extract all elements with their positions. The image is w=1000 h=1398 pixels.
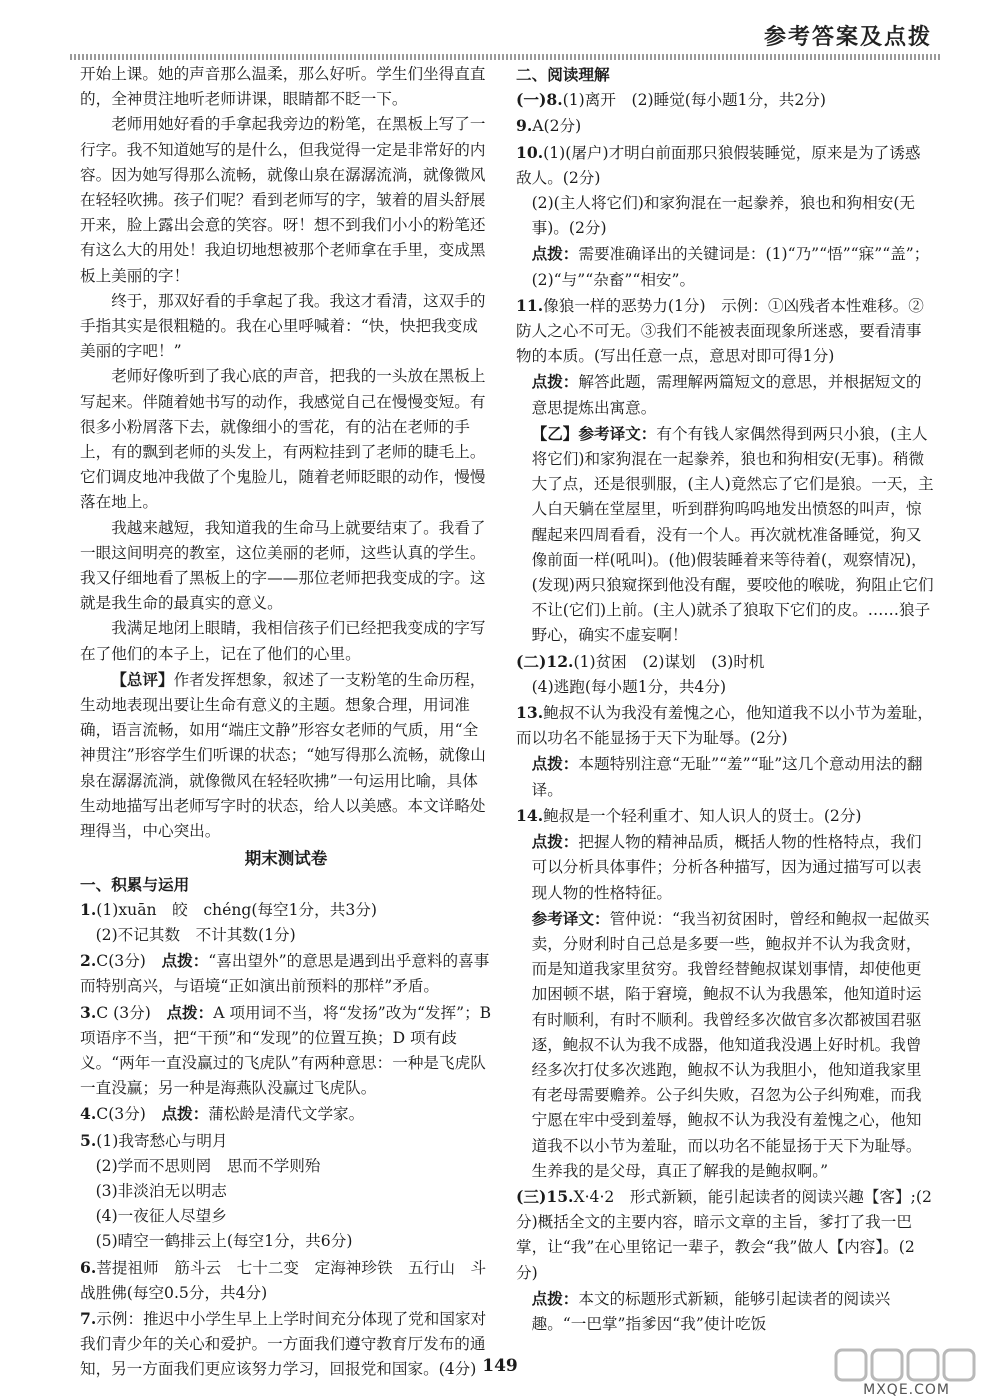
translation-paragraph: 【乙】参考译文：有个有钱人家偶然得到两只小狼，(主人将它们)和家狗混在一起豢养，狼也和狗相安(无事)。稍微大了点，还是很驯服，(主人)竟然忘了它们是狼。一天，主人白天躺在堂屋里，听到群狗呜呜地发出愤怒的叫声，惊醒起来四周看看，没有一个人。再次就枕准备睡觉，狗又像前面一样(吼叫)。(他)假装睡着来等待着(，观察情况)，(发现)两只狼窥探到他没有醒，要咬他的喉咙，狗阻止它们不让(它们)上前。(主人)就杀了狼取下它们的皮。……狼子野心，确实不虚妄啊！ [531, 423, 934, 645]
answer-item: 13.鲍叔不认为我没有羞愧之心，他知道我不以小节为羞耻，而以功名不能显扬于天下为耻辱。(2分) [516, 703, 933, 748]
answer-item: 9.A(2分) [516, 116, 582, 136]
section-heading: 一、积累与运用 [80, 874, 190, 894]
essay-paragraph: 我满足地闭上眼睛，我相信孩子们已经把我变成的字写在了他们的本子上，记在了他们的心里。 [80, 619, 486, 663]
right-column [516, 62, 934, 1337]
tip-paragraph: 点拨：把握人物的精神品质，概括人物的性格特点，我们可以分析具体事件；分析各种描写，因为通过描写可以表现人物的性格特征。 [531, 832, 922, 902]
answer-item: 7.示例：推迟中小学生早上上学时间充分体现了党和国家对我们青少年的关心和爱护。一方面我们遵守教育厅发布的通知，另一方面我们更应该努力学习，回报党和国家。(4分) [80, 1308, 487, 1379]
answer-sub: (3)非淡泊无以明志 [95, 1181, 227, 1200]
answer-item: 2.C(3分) 点拨：“喜出望外”的意思是遇到出乎意料的喜事而特别高兴，与语境“正如演出前预料的那样”矛盾。 [80, 951, 490, 996]
essay-paragraph: 开始上课。她的声音那么温柔，那么好听。学生们坐得直直的，全神贯注地听老师讲课，眼睛都不眨一下。 [80, 65, 486, 109]
answer-sub: (2)不记其数 不计其数(1分) [95, 925, 296, 944]
answer-item: (三)15.X·4·2 形式新颖，能引起读者的阅读兴趣【客】;(2分)概括全文的主要内容，暗示文章的主旨，爹打了我一巴掌，让“我”在心里铭记一辈子，教会“我”做人【内容】。(2分) [516, 1186, 932, 1282]
translation-paragraph: 参考译文：管仲说：“我当初贫困时，曾经和鲍叔一起做买卖，分财利时自己总是多要一些，鲍叔并不认为我贪财，而是知道我家里贫穷。我曾经替鲍叔谋划事情，却使他更加困顿不堪，陷于窘境，鲍叔不认为我愚笨，他知道时运有时顺利，有时不顺利。我曾经多次做官多次都被国君驱逐，鲍叔不认为我不成器，他知道我没遇上好时机。我曾经多次打仗多次逃跑，鲍叔不认为我胆小，他知道我家里有老母需要赡养。公子纠失败，召忽为公子纠殉难，而我宁愿在牢中受到羞辱，鲍叔不认为我没有羞愧之心，他知道我不以小节为羞耻，而以功名不能显扬于天下为耻辱。生养我的是父母，真正了解我的是鲍叔啊。” [531, 908, 930, 1180]
tip-paragraph: 点拨：本题特别注意“无耻”“羞”“耻”这几个意动用法的翻译。 [531, 754, 923, 799]
answer-item: (一)8.(1)离开 (2)睡觉(每小题1分，共2分) [516, 90, 826, 110]
essay-paragraph: 我越来越短，我知道我的生命马上就要结束了。我看了一眼这间明亮的教室，这位美丽的老师，这些认真的学生。我又仔细地看了黑板上的字——那位老师把我变成的字。这就是我生命的最真实的意义。 [80, 518, 486, 613]
answer-sub: (2)学而不思则罔 思而不学则殆 [95, 1156, 321, 1175]
comment-text: 作者发挥想象，叙述了一支粉笔的生命历程，生动地表现出要让生命有意义的主题。想象合理，用词准确，语言流畅，如用“端庄文静”形容女老师的气质，用“全神贯注”形容学生们听课的状态；“她写得那么流畅，就像山泉在潺潺流淌，就像微风在轻轻吹拂”一句运用比喻，具体生动地描写出老师写字时的状态，给人以美感。本文详略处理得当，中心突出。 [80, 670, 486, 841]
tip-paragraph: 点拨：需要准确译出的关键词是：(1)“乃”“悟”“寐”“盖”；(2)“与”“杂畜”“相安”。 [531, 244, 930, 289]
answer-sub: (4)逃跑(每小题1分，共4分) [531, 677, 727, 696]
header-rule [70, 54, 940, 60]
answer-sub: (5)晴空一鹤排云上(每空1分，共6分) [95, 1232, 353, 1251]
tip-paragraph: 点拨：本文的标题形式新颖，能够引起读者的阅读兴趣。“一巴掌”指爹因“我”使计吃饭 [531, 1288, 891, 1333]
watermark-text: MXQE.COM [863, 1382, 950, 1398]
comment-tag: 【总评】 [111, 669, 174, 689]
page-number: 149 [482, 1356, 518, 1376]
comment-paragraph [80, 667, 492, 844]
header-title: 参考答案及点拨 [763, 25, 932, 50]
answer-item: 3.C (3分) 点拨：A 项用词不当，将“发扬”改为“发挥”；B 项语序不当，把“干预”和“发现”的位置互换；D 项有歧义。“两年一直没赢过的飞虎队”有两种意思：一种是飞虎队一直没赢；另一种是海燕队没赢过飞虎队。 [80, 1002, 492, 1098]
answer-item: 14.鲍叔是一个轻利重才、知人识人的贤士。(2分) [516, 805, 862, 825]
answer-item: 10.(1)(屠户)才明白前面那只狼假装睡觉，原来是为了诱惑敌人。(2分) [516, 142, 921, 187]
answer-item: (二)12.(1)贫困 (2)谋划 (3)时机 [516, 651, 765, 671]
essay-paragraph: 老师好像听到了我心底的声音，把我的一头放在黑板上写起来。伴随着她书写的动作，我感觉自己在慢慢变短。有很多小粉屑落下去，就像细小的雪花，有的沾在老师的手上，有的飘到老师的头发上，有两粒挂到了老师的睫毛上。它们调皮地冲我做了个鬼脸儿，随着老师眨眼的动作，慢慢落在地上。 [80, 367, 486, 512]
answer-item: 6.菩提祖师 筋斗云 七十二变 定海神珍铁 五行山 斗战胜佛(每空0.5分，共4分) [80, 1257, 487, 1302]
tip-paragraph: 点拨：解答此题，需理解两篇短文的意思，并根据短文的意思提炼出寓意。 [531, 372, 922, 417]
essay-paragraph: 老师用她好看的手拿起我旁边的粉笔，在黑板上写了一行字。我不知道她写的是什么，但我觉得一定是非常好的内容。因为她写得那么流畅，就像山泉在潺潺流淌，就像微风在轻轻吹拂。孩子们呢？看到老师写的字，皱着的眉头舒展开来，脸上露出会意的笑容。呀！想不到我们小小的粉笔还有这么大的用处！我迫切地想被那个老师拿在手里，变成黑板上美丽的字！ [80, 115, 486, 285]
section-heading: 二、阅读理解 [516, 65, 610, 84]
left-column [80, 62, 492, 1383]
test-title: 期末测试卷 [244, 849, 328, 869]
answer-sub: (2)(主人将它们)和家狗混在一起豢养，狼也和狗相安(无事)。(2分) [531, 194, 915, 238]
essay-paragraph: 终于，那双好看的手拿起了我。我这才看清，这双手的手指其实是很粗糙的。我在心里呼喊着：“快，快把我变成美丽的字吧！” [80, 291, 486, 361]
answer-item: 1.(1)xuān 皎 chéng(每空1分，共3分) [80, 899, 377, 919]
answer-item: 4.C(3分) 点拨：蒲松龄是清代文学家。 [80, 1104, 365, 1124]
answer-sub: (4)一夜征人尽望乡 [95, 1207, 227, 1226]
answer-item: 5.(1)我寄愁心与明月 [80, 1130, 228, 1150]
answer-item: 11.像狼一样的恶势力(1分) 示例：①凶残者本性难移。②防人之心不可无。③我们不能被表面现象所迷惑，要看清事物的本质。(写出任意一点，意思对即可得1分) [516, 295, 924, 366]
page-header [70, 14, 940, 54]
